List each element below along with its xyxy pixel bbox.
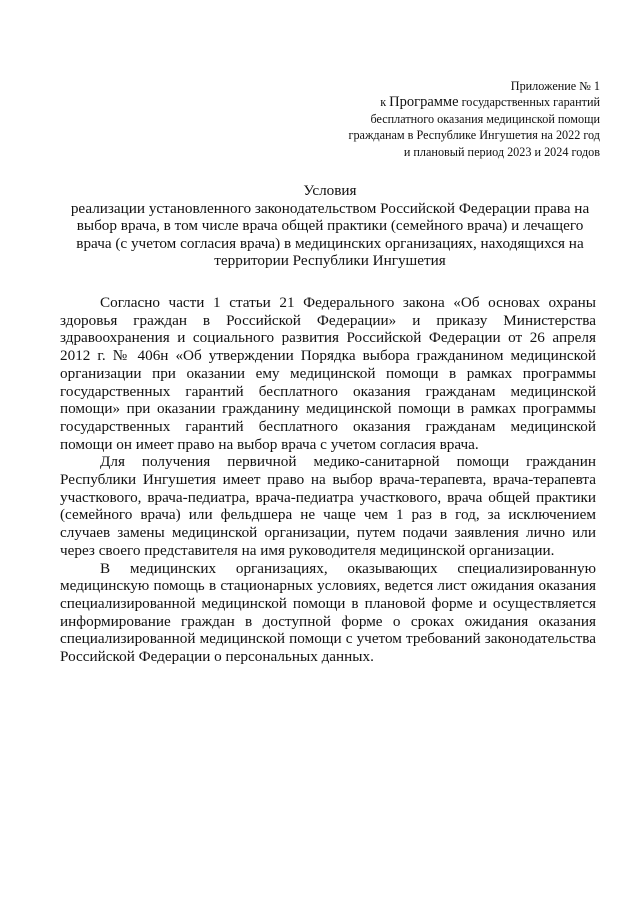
document-title [60,182,600,270]
appendix-header [348,78,600,160]
appendix-program-prefix: к [380,95,390,110]
title-line-2: реализации установленного законодательством Российской Федерации права на [70,199,590,217]
title-line-4: врача (с учетом согласия врача) в медицинских организациях, находящихся на [76,234,584,252]
appendix-line-3: бесплатного оказания медицинской помощи [370,111,600,126]
title-line-5: территории Республики Ингушетия [214,252,446,269]
appendix-number: Приложение № 1 [510,79,600,93]
paragraph-2: Для получения первичной медико-санитарной помощи гражданин Республики Ингушетия имеет право на выбор врача-терапевта, врача-терапевта участкового, врача-педиатра, врача-педиатра участкового, врача общей практики (семейного врача) или фельдшера не чаще чем 1 раз в год, за исключением случаев замены медицинской организации, путем подачи заявления лично или через своего представителя на имя руководителя медицинской организации. [60,453,596,559]
appendix-program-suffix: государственных гарантий [458,95,600,110]
paragraph-1: Согласно части 1 статьи 21 Федерального закона «Об основах охраны здоровья граждан в Российской Федерации» и приказу Министерства здравоохранения и социального развития Российской Федерации от 26 апреля 2012 г. № 406н «Об утверждении Порядка выбора гражданином медицинской организации при оказании ему медицинской помощи в рамках программы государственных гарантий бесплатного оказания гражданам медицинской помощи» при оказании гражданину медицинской помощи в рамках программы государственных гарантий бесплатного оказания гражданам медицинской помощи он имеет право на выбор врача с учетом согласия врача. [60,294,596,453]
paragraph-3: В медицинских организациях, оказывающих специализированную медицинскую помощь в стационарных условиях, ведется лист ожидания оказания специализированной медицинской помощи в плановой форме и осуществляется информирование граждан в доступной форме о сроках ожидания оказания специализированной медицинской помощи с учетом требований законодательства Российской Федерации о персональных данных. [60,559,596,666]
appendix-line-4: гражданам в Республике Ингушетия на 2022 год [348,128,600,143]
appendix-program-line [348,94,600,110]
title-heading: Условия [303,182,357,199]
document-body [60,294,596,666]
appendix-program-word: Программе [389,94,459,111]
appendix-line-5: и плановый период 2023 и 2024 годов [403,144,600,159]
title-line-3: выбор врача, в том числе врача общей практики (семейного врача) и лечащего [76,217,584,234]
